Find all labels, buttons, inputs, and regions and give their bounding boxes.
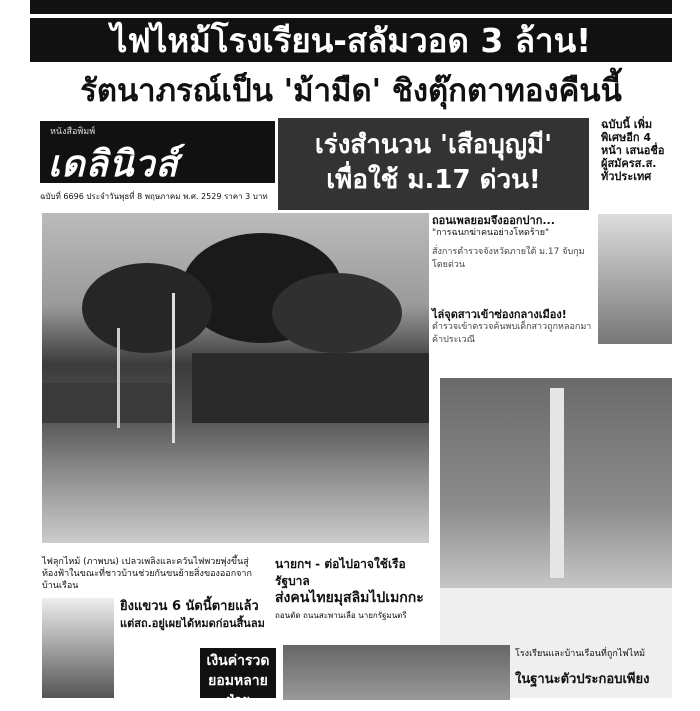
bottom-left-story (120, 598, 275, 632)
utility-pole (172, 293, 175, 443)
lower-story-line3: ถอนตัด ถนนสะพานเลือ นายกรัฐมนตรี (275, 611, 407, 620)
bottom-right-story (515, 648, 672, 686)
right-column-heading: ถอนเพลยอมจึงออกปาก... (432, 214, 555, 227)
utility-pole (117, 328, 120, 428)
masthead-title: เดลินิวส์ (48, 144, 179, 185)
masthead (40, 121, 275, 183)
lower-story-line2: ส่งคนไทยมุสลิมไปเมกกะ (275, 590, 424, 606)
face-photo (42, 598, 114, 698)
right-column (432, 214, 592, 347)
box-headline-line2: เพื่อใช้ ม.17 ด่วน! (326, 165, 541, 195)
top-strip (30, 0, 672, 14)
headline-banner (30, 18, 672, 62)
right-column-body2: ตำรวจเข้าตรวจค้นพบเด็กสาวถูกหลอกมาค้าประเวณี (432, 322, 592, 345)
smoke-cloud (82, 263, 212, 353)
right-column-body: สั่งการตำรวจจังหวัดภายใต้ ม.17 จับกุมโดยด่วน (432, 247, 585, 270)
box-headline (278, 118, 589, 210)
bottom-left-headline1: ยิงแขวน 6 นัดนี้ตายแล้ว (120, 599, 259, 614)
right-column-heading2: ไล่จุดสาวเข้าซ่องกลางเมือง! (432, 308, 567, 321)
bottom-photo (283, 645, 510, 700)
smoke-cloud (272, 273, 402, 353)
bottom-right-body: โรงเรียนและบ้านเรือนที่ถูกไฟไหม้ (515, 649, 646, 659)
box-headline-line1: เร่งสำนวน 'เสือบุญมี' (314, 130, 553, 160)
subheadline: รัตนาภรณ์เป็น 'ม้ามืด' ชิงตุ๊กตาทองคืนนี้ (80, 73, 622, 109)
building (192, 353, 429, 423)
masthead-tagline: หนังสือพิมพ์ (50, 127, 96, 137)
building (42, 383, 172, 423)
bottom-right-headline: ในฐานะตัวประกอบเพียง (515, 672, 650, 687)
bottom-left-headline2: แต่สถ.อยู่เผยได้หมดก่อนสิ้นลม (120, 617, 265, 630)
headline-text: ไฟไหม้โรงเรียน-สลัมวอด 3 ล้าน! (110, 20, 592, 60)
fire-photo (42, 213, 429, 543)
lower-story-line1: นายกฯ - ต่อไปอาจใช้เรือรัฐบาล (275, 557, 406, 588)
lower-story (275, 556, 435, 624)
teaser-box: ฉบับนี้ เพิ่มพิเศษอีก 4 หน้า เสนอชื่อ ผู้สมัครส.ส. ทั่วประเทศ (601, 118, 665, 183)
caption-left: ไฟลุกไหม้ (ภาพบน) เปลวเพลิงและควันไฟพวยพุ่งขึ้นสู่ท้องฟ้าในขณะที่ชาวบ้านช่วยกันขนย้ายสิ่งของออกจากบ้านเรือน (42, 557, 252, 591)
portrait-photo (598, 214, 672, 344)
black-box: เงินค่ารวด ยอมหลายฝ่าย (200, 648, 276, 698)
issue-line: ฉบับที่ 6696 ประจำวันพุธที่ 8 พฤษภาคม พ.ศ. 2529 ราคา 3 บาท (40, 192, 268, 201)
pillar (550, 388, 564, 578)
right-column-quote: "การฉนกฆ่าคนอย่างโหดร้าย" (432, 228, 550, 238)
